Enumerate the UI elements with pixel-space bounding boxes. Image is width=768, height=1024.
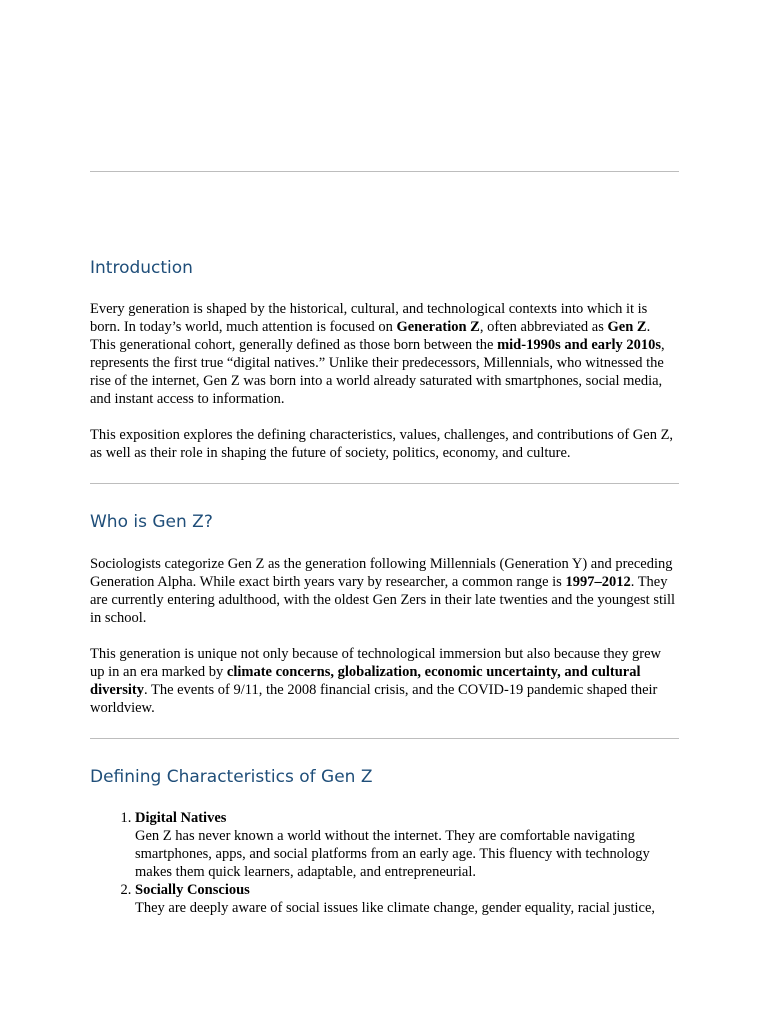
intro-paragraph-1: Every generation is shaped by the historical, cultural, and technological contexts into which it is born. In today’s world, much attention is focused on Generation Z, often abbreviated as Gen Z. This generational cohort, generally defined as those born between the mid-1990s and early 2010s, represents the first true “digital natives.” Unlike their predecessors, Millennials, who witnessed the rise of the internet, Gen Z was born into a world already saturated with smartphones, social media, and instant access to information. bbox=[90, 301, 665, 407]
heading-who-is-gen-z: Who is Gen Z? bbox=[90, 512, 213, 532]
top-blank-area bbox=[90, 0, 679, 171]
heading-defining-characteristics: Defining Characteristics of Gen Z bbox=[90, 767, 373, 787]
document-page bbox=[90, 0, 679, 917]
characteristics-list bbox=[90, 809, 679, 917]
list-item-title: 1. Digital Natives bbox=[135, 810, 227, 826]
list-item-title: 2. Socially Conscious bbox=[135, 882, 250, 898]
intro-paragraph-2: This exposition explores the defining characteristics, values, challenges, and contributions of Gen Z, as well as their role in shaping the future of society, politics, economy, and culture. bbox=[90, 427, 674, 461]
who-paragraph-2: This generation is unique not only because of technological immersion but also because they grew up in an era marked by climate concerns, globalization, economic uncertainty, and cultural diversity. The events of 9/11, the 2008 financial crisis, and the COVID-19 pandemic shaped their worldview. bbox=[90, 646, 661, 716]
heading-introduction: Introduction bbox=[90, 258, 193, 278]
list-item-body: Gen Z has never known a world without the internet. They are comfortable navigating smartphones, apps, and social platforms from an early age. This fluency with technology makes them quick learners, adaptable, and entrepreneurial. bbox=[135, 828, 650, 880]
list-item-body: They are deeply aware of social issues like climate change, gender equality, racial justice, bbox=[135, 900, 656, 916]
who-paragraph-1: Sociologists categorize Gen Z as the generation following Millennials (Generation Y) and preceding Generation Alpha. While exact birth years vary by researcher, a common range is 1997–2012. They are currently entering adulthood, with the oldest Gen Zers in their late twenties and the youngest still in school. bbox=[90, 556, 676, 626]
list-item bbox=[135, 881, 679, 917]
list-item bbox=[135, 809, 679, 881]
